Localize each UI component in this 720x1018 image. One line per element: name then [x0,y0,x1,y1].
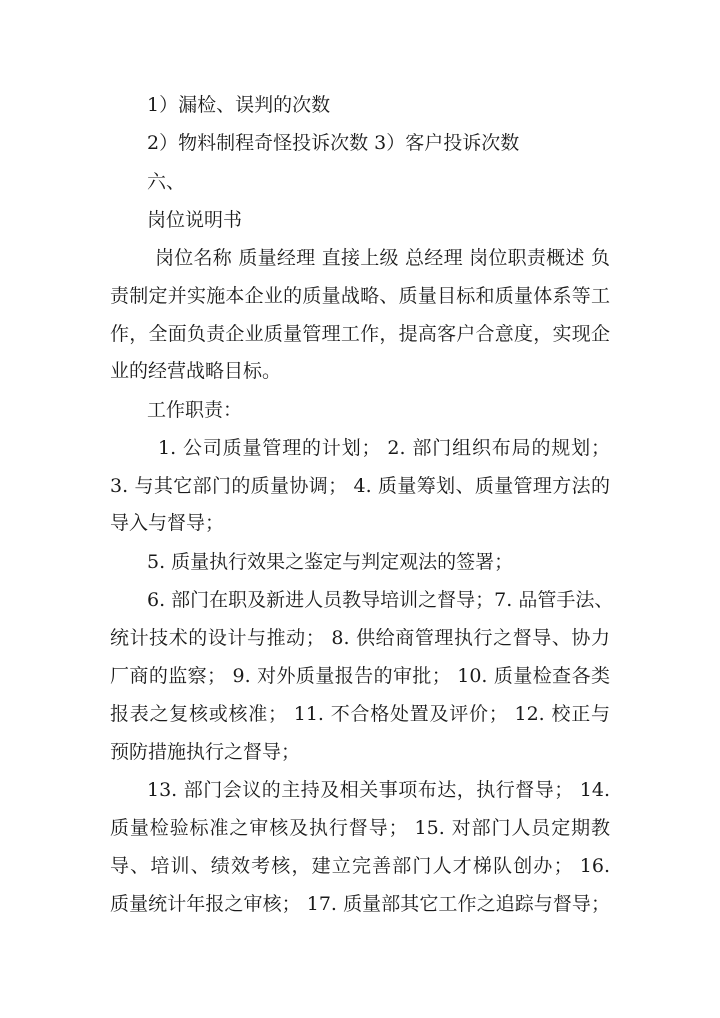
text-line: 统计技术的设计与推动； 8. 供给商管理执行之督导、协力 [110,627,610,649]
text-line: 质量检验标准之审核及执行督导； 15. 对部门人员定期教 [110,817,610,839]
text-line: 导、培训、绩效考核，建立完善部门人才梯队创办； 16. [110,855,610,877]
text-line: 2）物料制程奇怪投诉次数 3）客户投诉次数 [147,132,520,154]
text-line: 责制定并实施本企业的质量战略、质量目标和质量体系等工 [110,285,610,307]
text-line: 预防措施执行之督导； [110,741,301,763]
text-line: 业的经营战略目标。 [110,360,282,382]
text-line: 厂商的监察； 9. 对外质量报告的审批； 10. 质量检查各类 [110,665,610,687]
text-line: 工作职责： [147,399,243,421]
text-line: 报表之复核或核准； 11. 不合格处置及评价； 12. 校正与 [110,703,610,725]
text-line: 岗位名称 质量经理 直接上级 总经理 岗位职责概述 负 [155,247,610,269]
text-line: 导入与督导； [110,512,225,534]
text-line: 13. 部门会议的主持及相关事项布达，执行督导； 14. [147,779,610,801]
text-line: 作，全面负责企业质量管理工作，提高客户合意度，实现企 [110,323,610,345]
text-line: 质量统计年报之审核； 17. 质量部其它工作之追踪与督导； [110,893,610,915]
text-line: 3. 与其它部门的质量协调； 4. 质量筹划、质量管理方法的 [110,475,610,497]
text-line: 岗位说明书 [147,209,243,231]
text-line: 1）漏检、误判的次数 [147,94,331,116]
text-line: 5. 质量执行效果之鉴定与判定观法的签署； [147,551,514,573]
text-line: 6. 部门在职及新进人员教导培训之督导；7. 品管手法、 [147,589,614,611]
text-line: 1. 公司质量管理的计划； 2. 部门组织布局的规划； [158,437,610,459]
text-line: 六、 [147,171,186,193]
